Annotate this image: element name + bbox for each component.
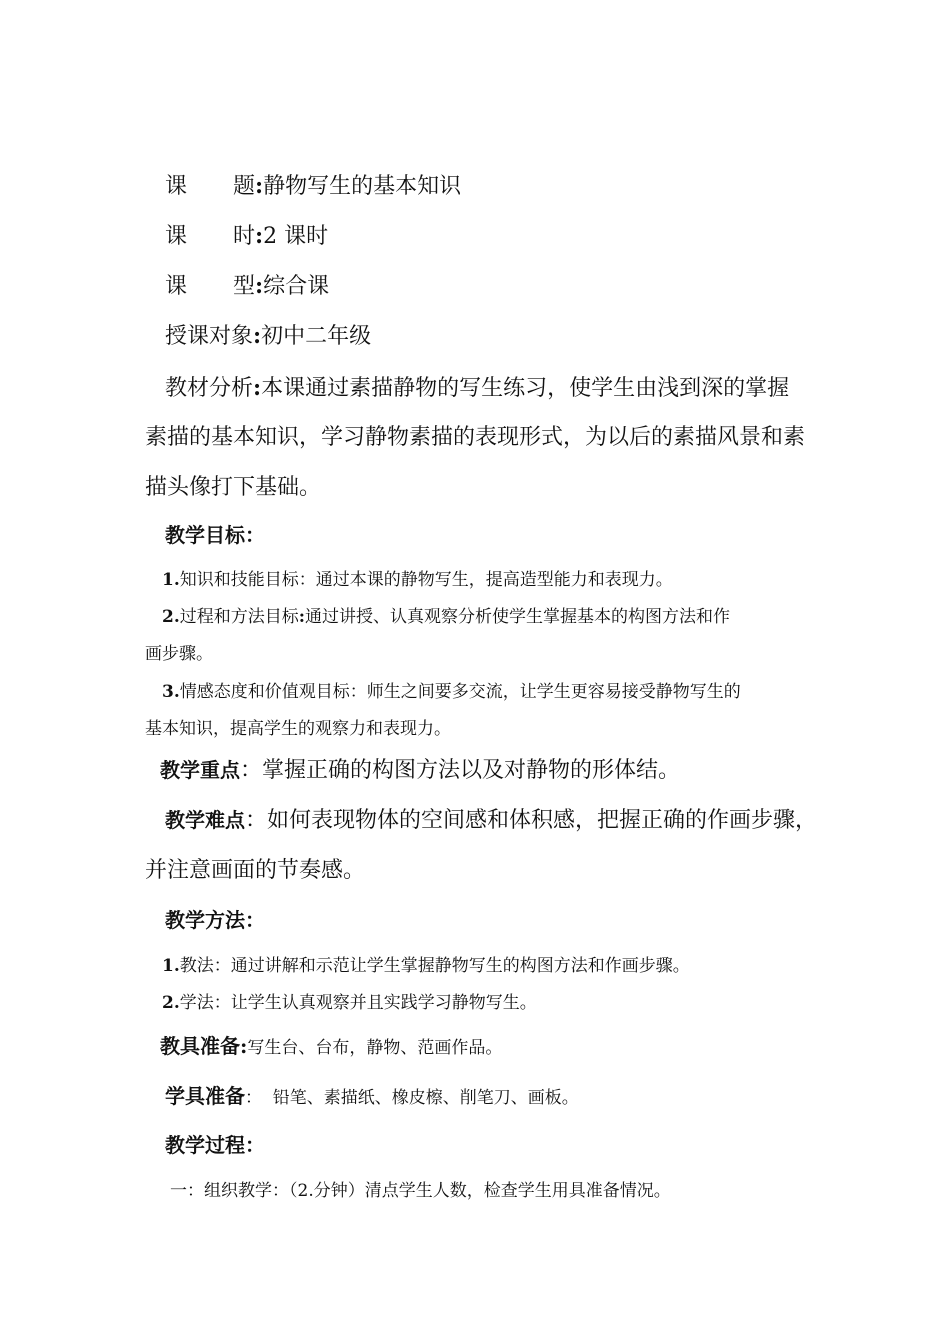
goal-1-number: 1.: [162, 570, 180, 590]
goal-item-2: [162, 609, 730, 626]
analysis-line-2: 素描的基本知识，学习静物素描的表现形式，为以后的素描风景和素: [145, 425, 806, 450]
audience-line: [165, 325, 371, 348]
topic-value: 静物写生的基本知识: [263, 174, 462, 199]
key-points-text: ：掌握正确的构图方法以及对静物的形体结。: [240, 758, 681, 783]
topic-line: [165, 175, 461, 198]
goal-3-text: 情感态度和价值观目标：师生之间要多交流，让学生更容易接受静物写生的: [179, 682, 741, 702]
analysis-label: 教材分析: [165, 376, 254, 401]
goal-3-number: 3.: [162, 682, 180, 702]
analysis-line-3: 描头像打下基础。: [145, 475, 322, 500]
method-2-number: 2.: [162, 993, 180, 1013]
student-tools-label: 学具准备: [165, 1084, 245, 1108]
goal-2-rest: 通过讲授、认真观察分析使学生掌握基本的构图方法和作: [305, 607, 731, 627]
key-points-line: [160, 760, 680, 782]
analysis-text-1: 本课通过素描静物的写生练习，使学生由浅到深的掌握: [261, 376, 790, 401]
goal-2-number: 2.: [162, 607, 180, 627]
goal-item-2-line-2: 画步骤。: [145, 644, 213, 664]
hours-label-char2: 时: [233, 224, 256, 249]
type-value: 综合课: [263, 274, 330, 299]
teacher-tools-label: 教具准备: [160, 1034, 240, 1058]
analysis-colon: :: [253, 375, 262, 401]
hours-line: [165, 225, 328, 248]
audience-label: 授课对象: [165, 324, 254, 349]
type-label-char2: 型: [233, 274, 256, 299]
key-points-label: 教学重点: [160, 758, 240, 782]
difficulties-text-1: ：如何表现物体的空间感和体积感，把握正确的作画步骤，: [245, 808, 818, 833]
hours-colon: :: [255, 223, 264, 249]
process-step-1: 一：组织教学：（2.分钟）清点学生人数，检查学生用具准备情况。: [170, 1181, 671, 1201]
analysis-line-1: [165, 377, 789, 400]
difficulties-line-2: 并注意画面的节奏感。: [145, 858, 366, 883]
methods-heading: 教学方法：: [165, 908, 265, 932]
goal-item-3-line-2: 基本知识，提高学生的观察力和表现力。: [145, 719, 451, 739]
hours-value: 2 课时: [263, 224, 329, 249]
type-line: [165, 275, 329, 298]
teacher-tools-text: 写生台、台布，静物、范画作品。: [247, 1038, 503, 1058]
teacher-tools-colon: :: [240, 1034, 248, 1058]
type-label-char1: 课: [165, 274, 188, 299]
method-2-text: 学法：让学生认真观察并且实践学习静物写生。: [179, 993, 537, 1013]
method-item-1: [162, 958, 690, 975]
audience-colon: :: [253, 323, 262, 349]
goal-item-3: [162, 684, 741, 701]
topic-label-char2: 题: [233, 174, 256, 199]
student-tools-line: [165, 1086, 579, 1107]
goal-2-text: 过程和方法目标: [179, 607, 299, 627]
process-heading: 教学过程：: [165, 1133, 265, 1157]
teacher-tools-line: [160, 1036, 502, 1057]
difficulties-line-1: [165, 810, 817, 832]
student-tools-text: ： 铅笔、素描纸、橡皮檫、削笔刀、画板。: [245, 1088, 579, 1108]
topic-colon: :: [255, 173, 264, 199]
audience-value: 初中二年级: [261, 324, 372, 349]
method-1-text: 教法：通过讲解和示范让学生掌握静物写生的构图方法和作画步骤。: [179, 956, 690, 976]
goal-2-colon: :: [298, 607, 306, 627]
goal-1-text: 知识和技能目标：通过本课的静物写生，提高造型能力和表现力。: [179, 570, 673, 590]
topic-label-char1: 课: [165, 174, 188, 199]
method-item-2: [162, 995, 537, 1012]
difficulties-label: 教学难点: [165, 808, 245, 832]
hours-label-char1: 课: [165, 224, 188, 249]
type-colon: :: [255, 273, 264, 299]
goals-heading: 教学目标：: [165, 523, 265, 547]
goal-item-1: [162, 572, 673, 589]
method-1-number: 1.: [162, 956, 180, 976]
